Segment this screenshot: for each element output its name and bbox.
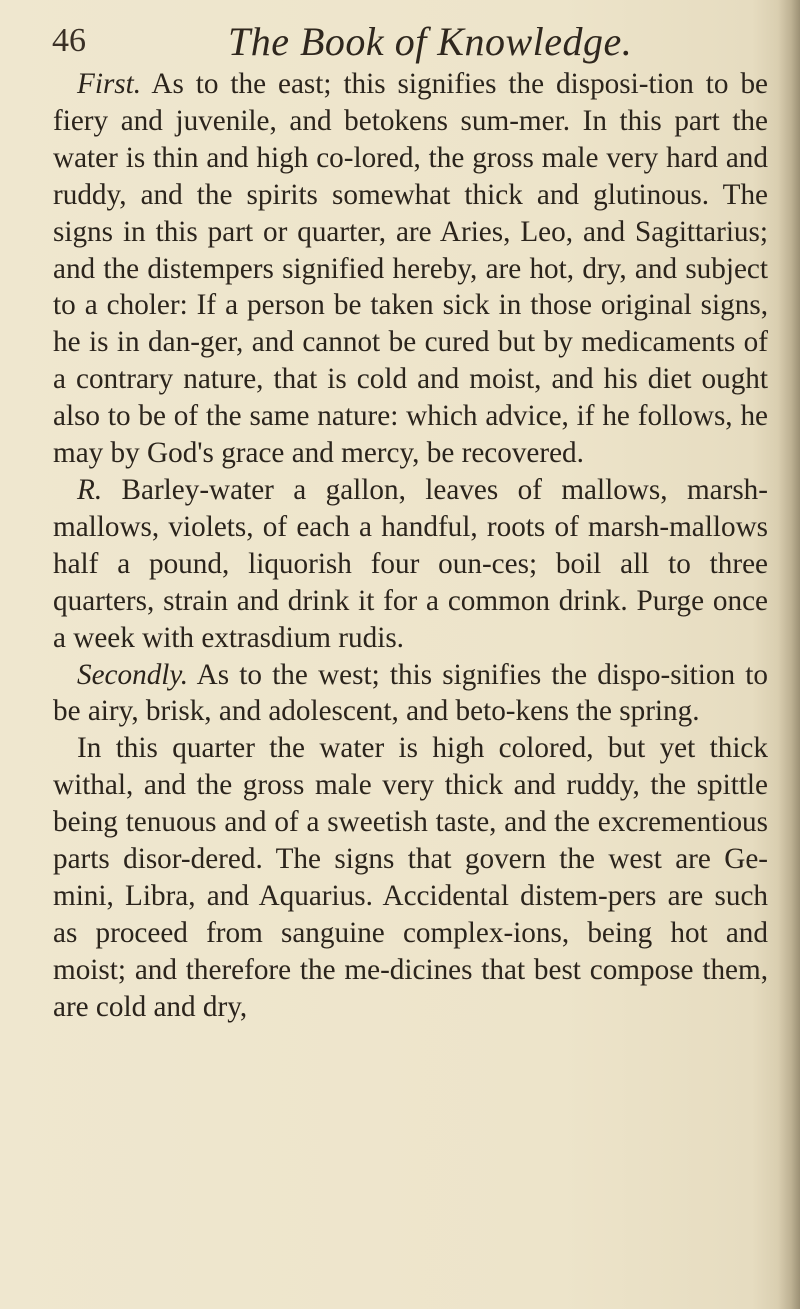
paragraph-west-quarter — [53, 730, 768, 1025]
binding-shadow — [778, 0, 800, 1309]
paragraph-east — [53, 66, 768, 472]
paragraph-text: Barley-water a gallon, leaves of mallows, marsh-mallows, violets, of each a handful, roots of marsh-mallows half a pound, liquorish four oun-ces; boil all to three quarters, strain and drink it for a common drink. Purge once a week with extrasdium rudis. — [53, 473, 768, 654]
paragraph-text: In this quarter the water is high colored, but yet thick withal, and the gross male very thick and ruddy, the spittle being tenuous and of a sweetish taste, and the excrementious parts disor-dered. The signs that govern the west are Ge-mini, Libra, and Aquarius. Accidental distem-pers are such as proceed from sanguine complex-ions, being hot and moist; and therefore the me-dicines that best compose them, are cold and dry, — [53, 732, 768, 1023]
paragraph-lead: Secondly. — [77, 658, 189, 691]
paragraph-text: As to the west; this signifies the dispo-sition to be airy, brisk, and adolescent, and beto-kens the spring. — [53, 658, 768, 728]
paragraph-text: As to the east; this signifies the disposi-tion to be fiery and juvenile, and betokens sum-mer. In this part the water is thin and high co-lored, the gross male very hard and ruddy, and the spirits somewhat thick and glutinous. The signs in this part or quarter, are Aries, Leo, and Sagittarius; and the distempers signified hereby, are hot, dry, and subject to a choler: If a person be taken sick in those original signs, he is in dan-ger, and cannot be cured but by medicaments of a contrary nature, that is cold and moist, and his diet ought also to be of the same nature: which advice, if he follows, he may by God's grace and mercy, be recovered. — [53, 68, 768, 470]
page-number: 46 — [52, 22, 86, 59]
paragraph-recipe — [53, 472, 768, 657]
paragraph-lead: R. — [77, 473, 103, 506]
running-title: The Book of Knowledge. — [228, 19, 633, 64]
paragraph-west — [53, 657, 768, 731]
paragraph-lead: First. — [77, 68, 142, 100]
body-text — [53, 66, 768, 1026]
page-header — [0, 18, 800, 70]
